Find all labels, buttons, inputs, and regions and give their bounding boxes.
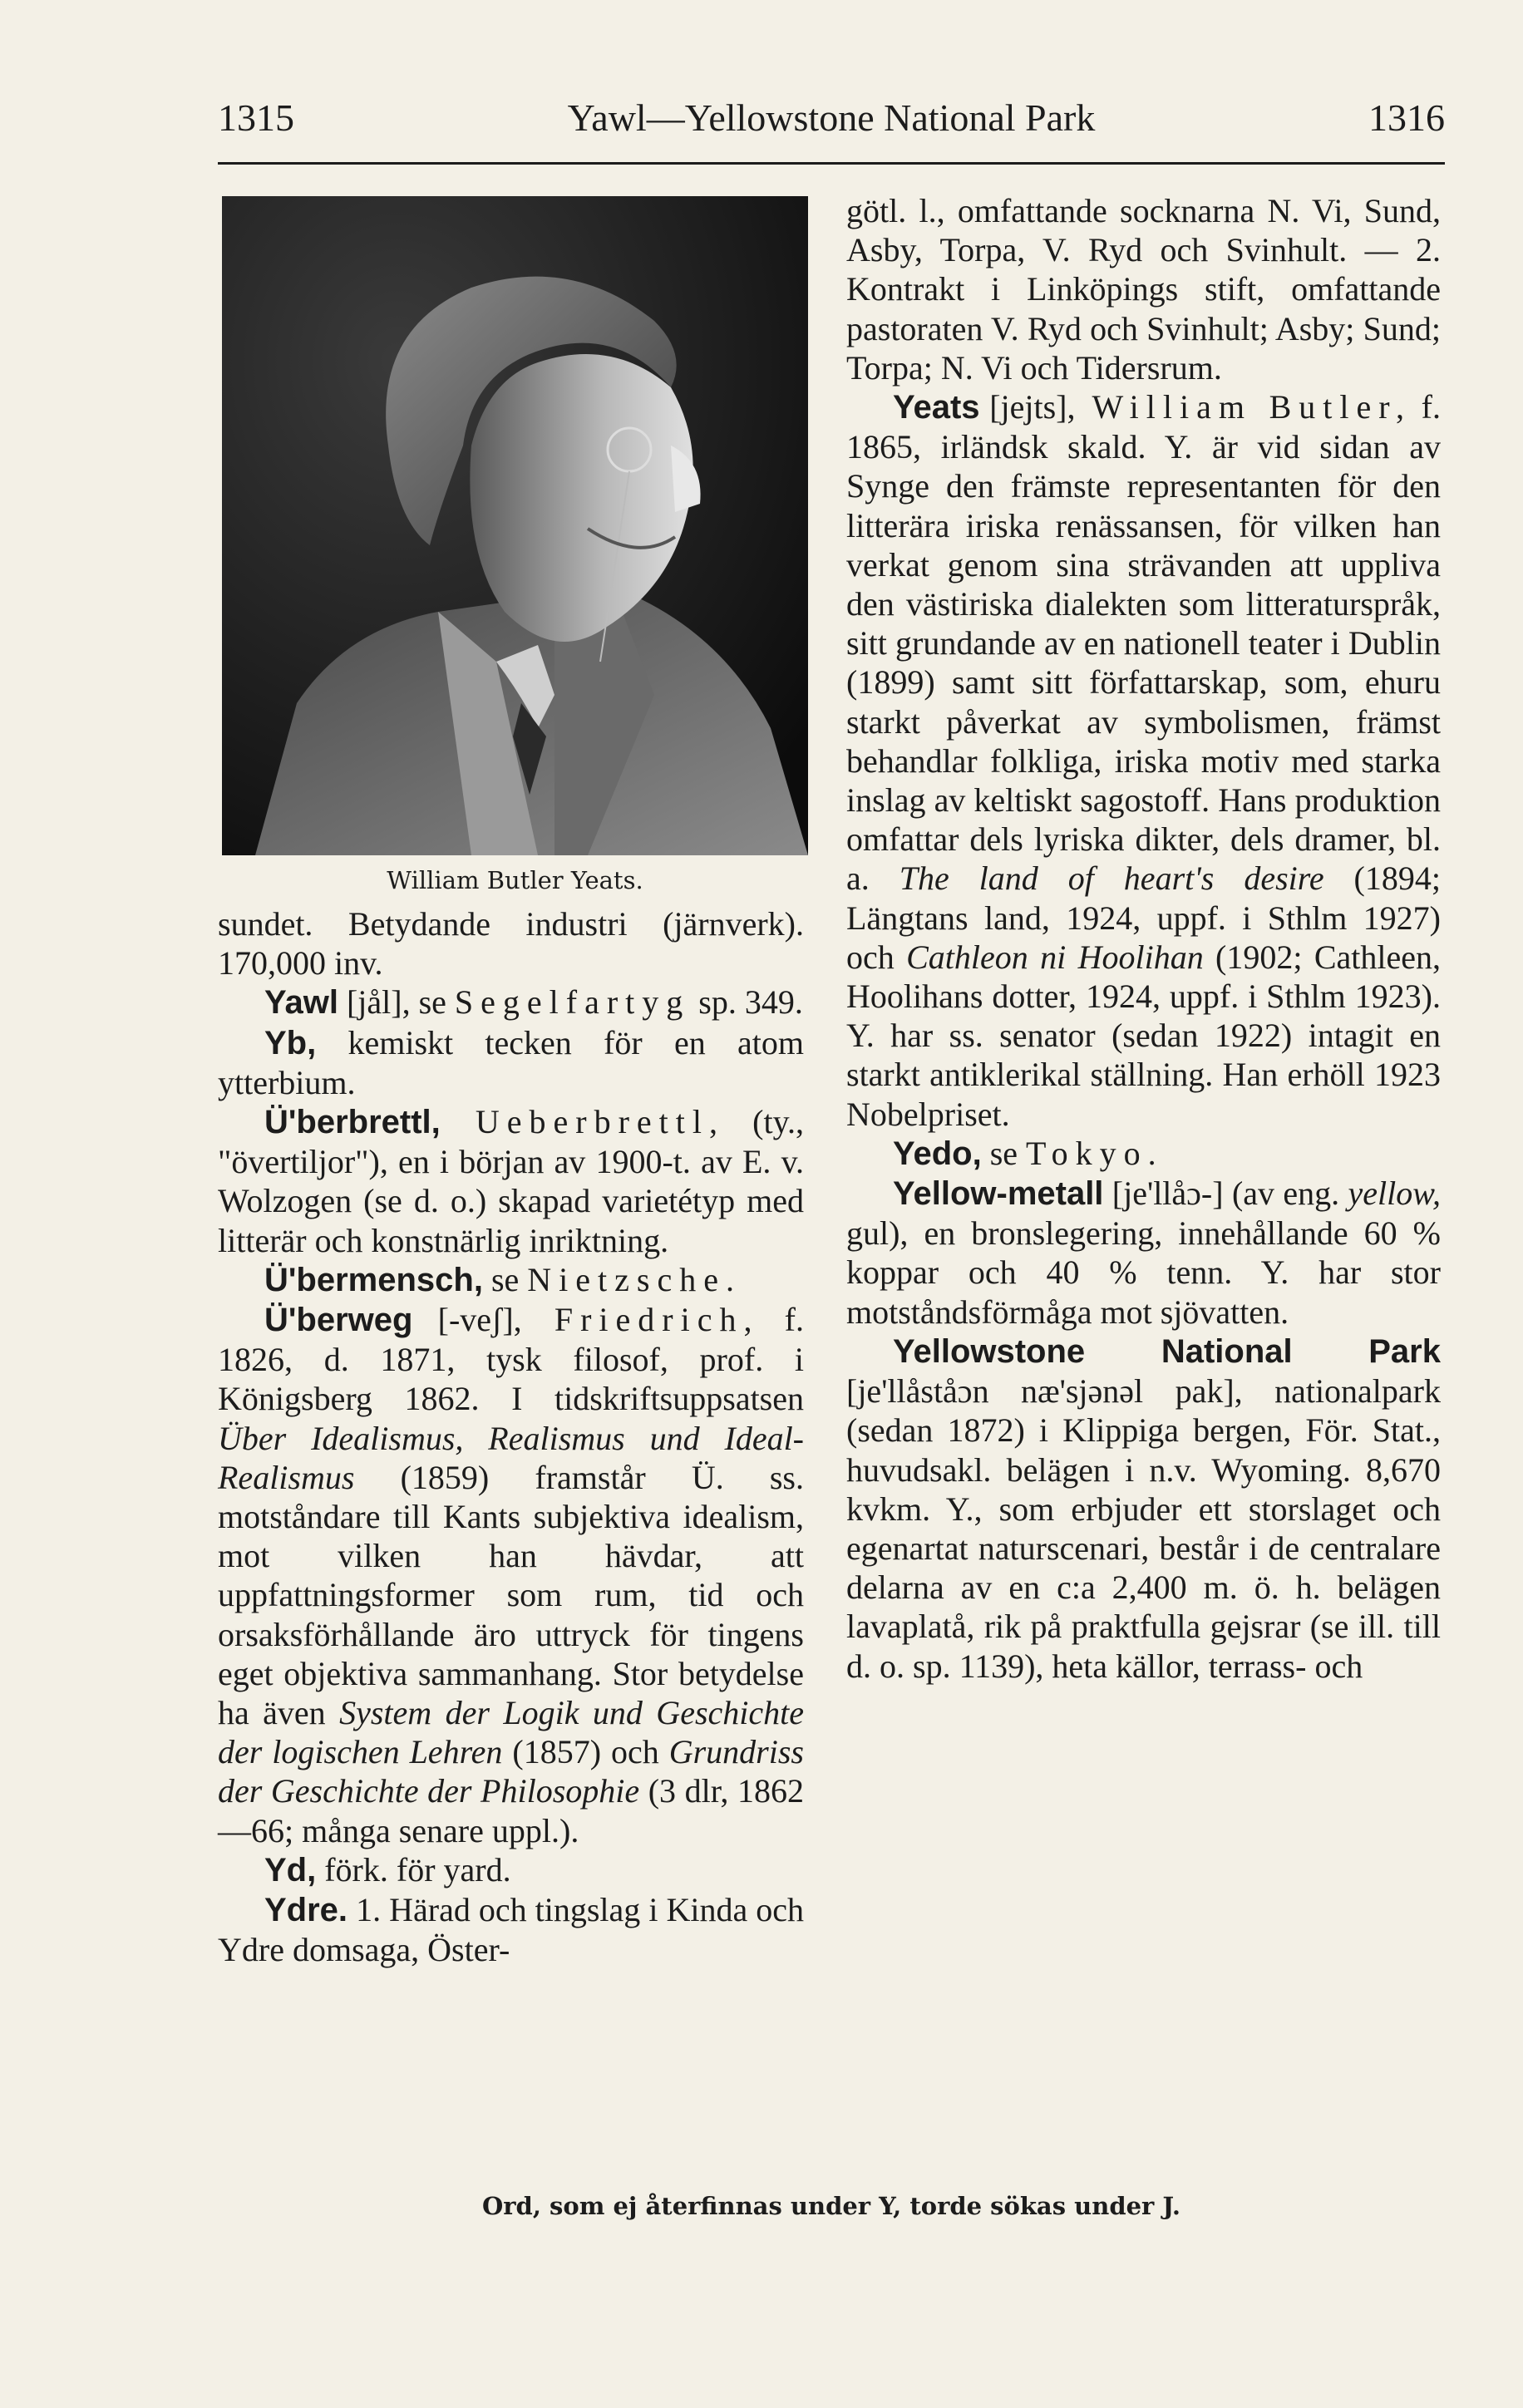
yawl-pronunciation: [jål], se (338, 983, 455, 1022)
running-head (218, 96, 1445, 154)
yawl-cross-reference: Segelfartyg (454, 983, 691, 1022)
ubermensch-cross-reference: Nietzsche. (527, 1260, 742, 1298)
ydre-text: 1. Härad och tingslag i Kinda och Ydre domsaga, Öster- (218, 1891, 804, 1969)
footer-note: Ord, som ej återfinnas under Y, torde sökas under J. (482, 2192, 1180, 2220)
yellow-metall-text-1: (av eng. (1223, 1174, 1348, 1213)
headword-uberbrettl: Ü'berbrettl, (264, 1104, 441, 1141)
uberweg-work-1: Über Idealismus, Realismus und Ideal-Realismus (218, 1419, 804, 1496)
portrait-illustration (222, 196, 808, 855)
entry-continuation (218, 904, 804, 982)
yellow-metall-pronunciation: [je'llåɔ-] (1103, 1174, 1224, 1213)
headword-yawl: Yawl (264, 984, 338, 1022)
headword-ubermensch: Ü'bermensch, (264, 1261, 483, 1298)
headword-yellow-metall: Yellow-metall (893, 1175, 1104, 1213)
uberweg-text-4: (3 dlr, 1862—66; många senare uppl.). (218, 1772, 804, 1849)
uberbrettl-text: (ty., "övertiljor"), en i början av 1900-t. av E. v. Wolzogen (se d. o.) skapad varietétyp med litterär och konstnärlig inriktning. (218, 1103, 804, 1259)
portrait-caption: William Butler Yeats. (387, 866, 643, 894)
yellow-metall-english: yellow, (1348, 1174, 1441, 1213)
entry-yellow-metall (846, 1174, 1441, 1332)
entry-yawl (218, 982, 804, 1022)
entry-ydre (218, 1890, 804, 1969)
headword-yd: Yd, (264, 1851, 317, 1888)
entry-uberbrettl (218, 1102, 804, 1260)
ydre-continuation-text: götl. l., omfattande socknarna N. Vi, Sund, Asby, Torpa, V. Ryd och Svinhult. — 2. Kontrakt i Linköpings stift, omfattande pastoraten V. Ryd och Svinhult; Asby; Sund; Torpa; N. Vi och Tidersrum. (846, 192, 1441, 387)
entry-yellowstone (846, 1332, 1441, 1686)
yawl-text: sp. 349. (690, 983, 803, 1022)
yeats-name: William Butler, (1075, 388, 1412, 426)
continuation-text: sundet. Betydande industri (järnverk). 170,000 inv. (218, 905, 804, 982)
headword-yb: Yb, (264, 1024, 317, 1061)
entry-yb (218, 1023, 804, 1102)
entry-uberweg (218, 1300, 804, 1850)
entry-yedo (846, 1134, 1441, 1174)
page-number-right: 1316 (1368, 96, 1445, 139)
entry-yd (218, 1850, 804, 1890)
uberweg-name: Friedrich, (521, 1301, 760, 1339)
uberweg-pronunciation: [-veʃ], (412, 1301, 522, 1339)
yeats-text-2: (1894; Längtans land, 1924, uppf. i Sthlm 1927) och (846, 859, 1441, 976)
entry-ubermensch (218, 1260, 804, 1300)
yeats-work-2: Cathleon ni Hoolihan (906, 938, 1204, 976)
yeats-text-1: f. 1865, irländsk skald. Y. är vid sidan av Synge den främste representanten för den litterära iriska renässansen, för vilken han verkat genom sina strävanden att uppliva den västiriska dialekten som litteraturspråk, sitt grundande av en nationell teater i Dublin (1899) samt sitt författarskap, som, ehuru starkt påverkat av symbolismen, främst behandlar folkliga, iriska motiv med starka inslag av keltiskt sagostoff. Hans produktion omfattar dels lyriska dikter, dels dramer, bl. a. (846, 388, 1441, 898)
yeats-work-1: The land of heart's desire (899, 859, 1324, 898)
headword-yedo: Yedo, (893, 1135, 982, 1172)
entry-ydre-continuation (846, 191, 1441, 387)
uberbrettl-spaced: Ueberbrettl, (440, 1103, 726, 1141)
yd-text: förk. för yard. (316, 1850, 511, 1888)
header-rule (218, 162, 1445, 165)
headword-ydre: Ydre. (264, 1892, 348, 1929)
yb-text: kemiskt tecken för en atom ytterbium. (218, 1023, 804, 1101)
portrait-photo (222, 196, 808, 855)
ubermensch-text: se (482, 1260, 528, 1298)
left-column (218, 904, 804, 1969)
yedo-cross-reference: Tokyo. (1026, 1134, 1164, 1172)
right-column (846, 191, 1441, 1686)
uberweg-text-3: (1857) och (502, 1733, 669, 1771)
uberweg-work-3: Grundriss der Geschichte der Philosophie (218, 1733, 804, 1810)
yeats-text-3: (1902; Cathleen, Hoolihans dotter, 1924, uppf. i Sthlm 1923). Y. har ss. senator (sedan 1922) intagit en starkt antiklerikal ställning. Han erhöll 1923 Nobelpriset. (846, 938, 1441, 1133)
running-title: Yawl—Yellowstone National Park (567, 96, 1096, 139)
entry-yeats (846, 387, 1441, 1134)
headword-yeats: Yeats (893, 389, 980, 426)
yedo-text: se (981, 1134, 1027, 1172)
page-number-left: 1315 (218, 96, 294, 139)
yellow-metall-text-2: gul), en bronslegering, innehållande 60 % koppar och 40 % tenn. Y. har stor motståndsförmåga mot sjövatten. (846, 1214, 1441, 1331)
yellowstone-text: [je'llåståɔn næ'sjənəl pak], nationalpark (sedan 1872) i Klippiga bergen, För. Stat., huvudsakl. belägen i n.v. Wyoming. 8,670 kvkm. Y., som erbjuder ett storslaget och egenartat naturscenari, består i de centralare delarna av en c:a 2,400 m. ö. h. belägen lavaplatå, rik på praktfulla gejsrar (se ill. till d. o. sp. 1139), heta källor, terrass- och (846, 1372, 1441, 1685)
headword-uberweg: Ü'berweg (264, 1302, 413, 1339)
uberweg-text-2: (1859) framstår Ü. ss. motståndare till Kants subjektiva idealism, mot vilken han hävdar, att uppfattningsformer som rum, tid och orsaksförhållande äro uttryck för tingens eget objektiva sammanhang. Stor betydelse ha även (218, 1458, 804, 1732)
headword-yellowstone: Yellowstone National Park (893, 1332, 1441, 1370)
uberweg-text-1: f. 1826, d. 1871, tysk filosof, prof. i Königsberg 1862. I tidskriftsuppsatsen (218, 1301, 804, 1418)
uberweg-work-2: System der Logik und Geschichte der logischen Lehren (218, 1694, 804, 1771)
yeats-pronunciation: [jejts], (979, 388, 1076, 426)
